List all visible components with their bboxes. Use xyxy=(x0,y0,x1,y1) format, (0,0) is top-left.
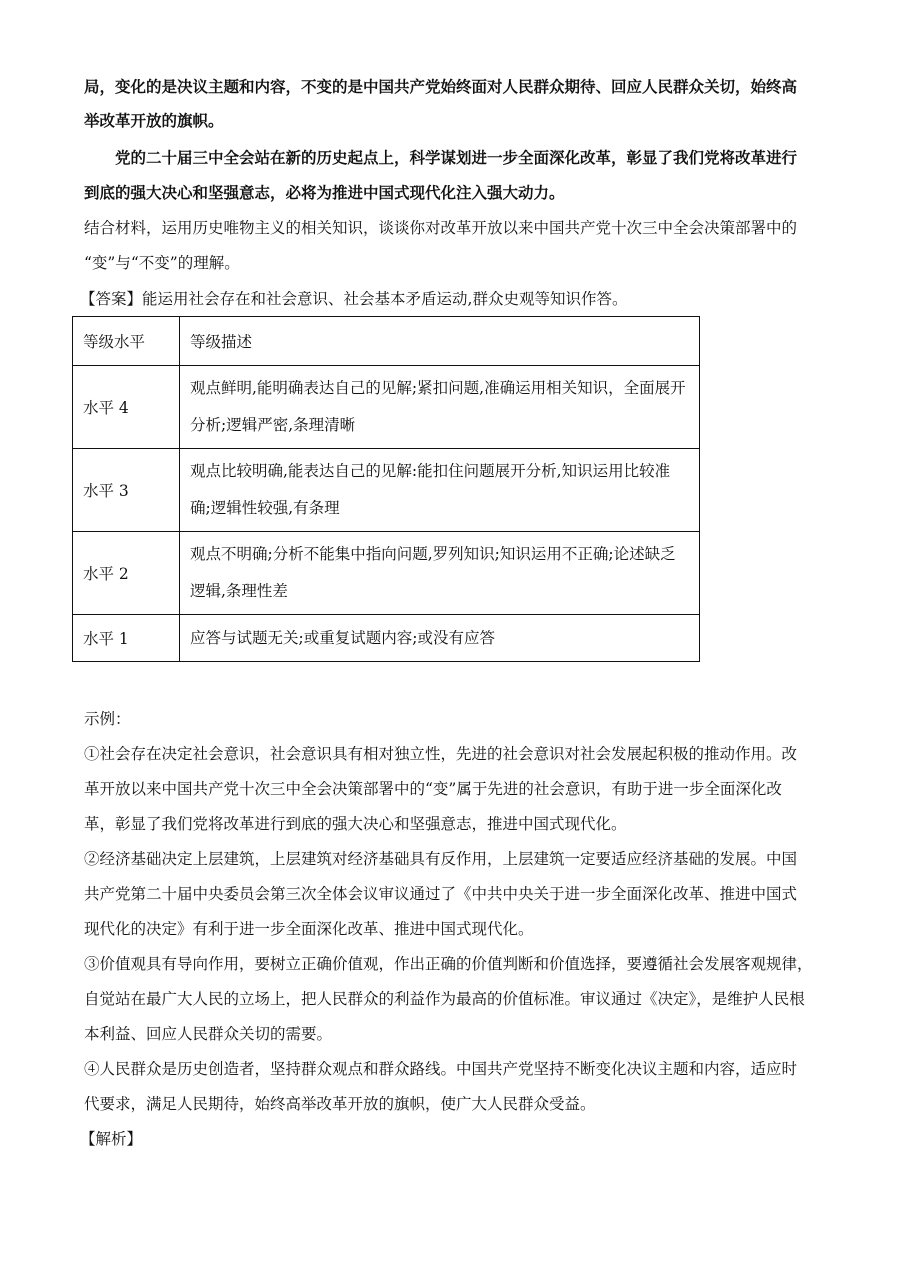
answer-text: 能运用社会存在和社会意识、社会基本矛盾运动,群众史观等知识作答。 xyxy=(142,290,628,308)
material-line: 到底的强大决心和坚强意志，必将为推进中国式现代化注入强大动力。 xyxy=(84,183,565,202)
question-line: 结合材料，运用历史唯物主义的相关知识，谈谈你对改革开放以来中国共产党十次三中全会决策部署中的 xyxy=(84,219,798,237)
desc-cell xyxy=(180,366,700,449)
level-cell: 水平 4 xyxy=(73,366,180,449)
example-line: 革，彰显了我们党将改革进行到底的强大决心和坚强意志，推进中国式现代化。 xyxy=(84,815,627,833)
example-line: 现代化的决定》有利于进一步全面深化改革、推进中国式现代化。 xyxy=(84,920,534,938)
desc-cell xyxy=(180,532,700,615)
material-line: 举改革开放的旗帜。 xyxy=(84,111,224,130)
example-line: ①社会存在决定社会意识，社会意识具有相对独立性，先进的社会意识对社会发展起积极的推动作用。改 xyxy=(84,745,798,763)
analysis-label: 【解析】 xyxy=(80,1130,143,1148)
table-row xyxy=(73,532,700,615)
desc-line: 观点鲜明,能明确表达自己的见解;紧扣问题,准确运用相关知识，全面展开 xyxy=(190,379,686,397)
material-line: 党的二十届三中全会站在新的历史起点上，科学谋划进一步全面深化改革，彰显了我们党将改革进行 xyxy=(84,148,798,167)
desc-line: 观点比较明确,能表达自己的见解:能扣住问题展开分析,知识运用比较准 xyxy=(190,462,671,480)
example-line: 共产党第二十届中央委员会第三次全体会议审议通过了《中共中央关于进一步全面深化改革、推进中国式 xyxy=(84,885,798,903)
example-line: 自觉站在最广大人民的立场上，把人民群众的利益作为最高的价值标准。审议通过《决定》，是维护人民根 xyxy=(84,990,805,1008)
desc-cell xyxy=(180,449,700,532)
table-row xyxy=(73,449,700,532)
desc-line: 分析;逻辑严密,条理清晰 xyxy=(190,416,356,434)
desc-line: 观点不明确;分析不能集中指向问题,罗列知识;知识运用不正确;论述缺乏 xyxy=(190,545,676,563)
example-line: ④人民群众是历史创造者，坚持群众观点和群众路线。中国共产党坚持不断变化决议主题和内容，适应时 xyxy=(84,1060,798,1078)
level-cell: 水平 1 xyxy=(73,615,180,662)
header-level: 等级水平 xyxy=(73,317,180,366)
table-row xyxy=(73,366,700,449)
example-line: 革开放以来中国共产党十次三中全会决策部署中的“变”属于先进的社会意识，有助于进一步全面深化改 xyxy=(84,780,782,798)
grading-table xyxy=(72,316,700,662)
header-desc: 等级描述 xyxy=(180,317,700,366)
example-line: ②经济基础决定上层建筑，上层建筑对经济基础具有反作用，上层建筑一定要适应经济基础的发展。中国 xyxy=(84,850,798,868)
level-cell: 水平 3 xyxy=(73,449,180,532)
example-line: 代要求，满足人民期待，始终高举改革开放的旗帜，使广大人民群众受益。 xyxy=(84,1095,596,1113)
answer-line xyxy=(80,288,627,310)
desc-line: 逻辑,条理性差 xyxy=(190,582,288,600)
question-line: “变”与“不变”的理解。 xyxy=(84,254,240,272)
desc-line: 应答与试题无关;或重复试题内容;或没有应答 xyxy=(190,628,495,647)
example-line: ③价值观具有导向作用，要树立正确价值观，作出正确的价值判断和价值选择，要遵循社会发展客观规律， xyxy=(84,955,813,973)
material-line: 局，变化的是决议主题和内容，不变的是中国共产党始终面对人民群众期待、回应人民群众关切，始终高 xyxy=(84,77,798,96)
answer-label: 【答案】 xyxy=(80,290,143,308)
level-cell: 水平 2 xyxy=(73,532,180,615)
desc-line: 确;逻辑性较强,有条理 xyxy=(190,499,340,517)
example-line: 本利益、回应人民群众关切的需要。 xyxy=(84,1025,333,1043)
table-row xyxy=(73,615,700,662)
table-header-row xyxy=(73,317,700,366)
desc-cell xyxy=(180,615,700,662)
example-title: 示例： xyxy=(84,710,131,728)
